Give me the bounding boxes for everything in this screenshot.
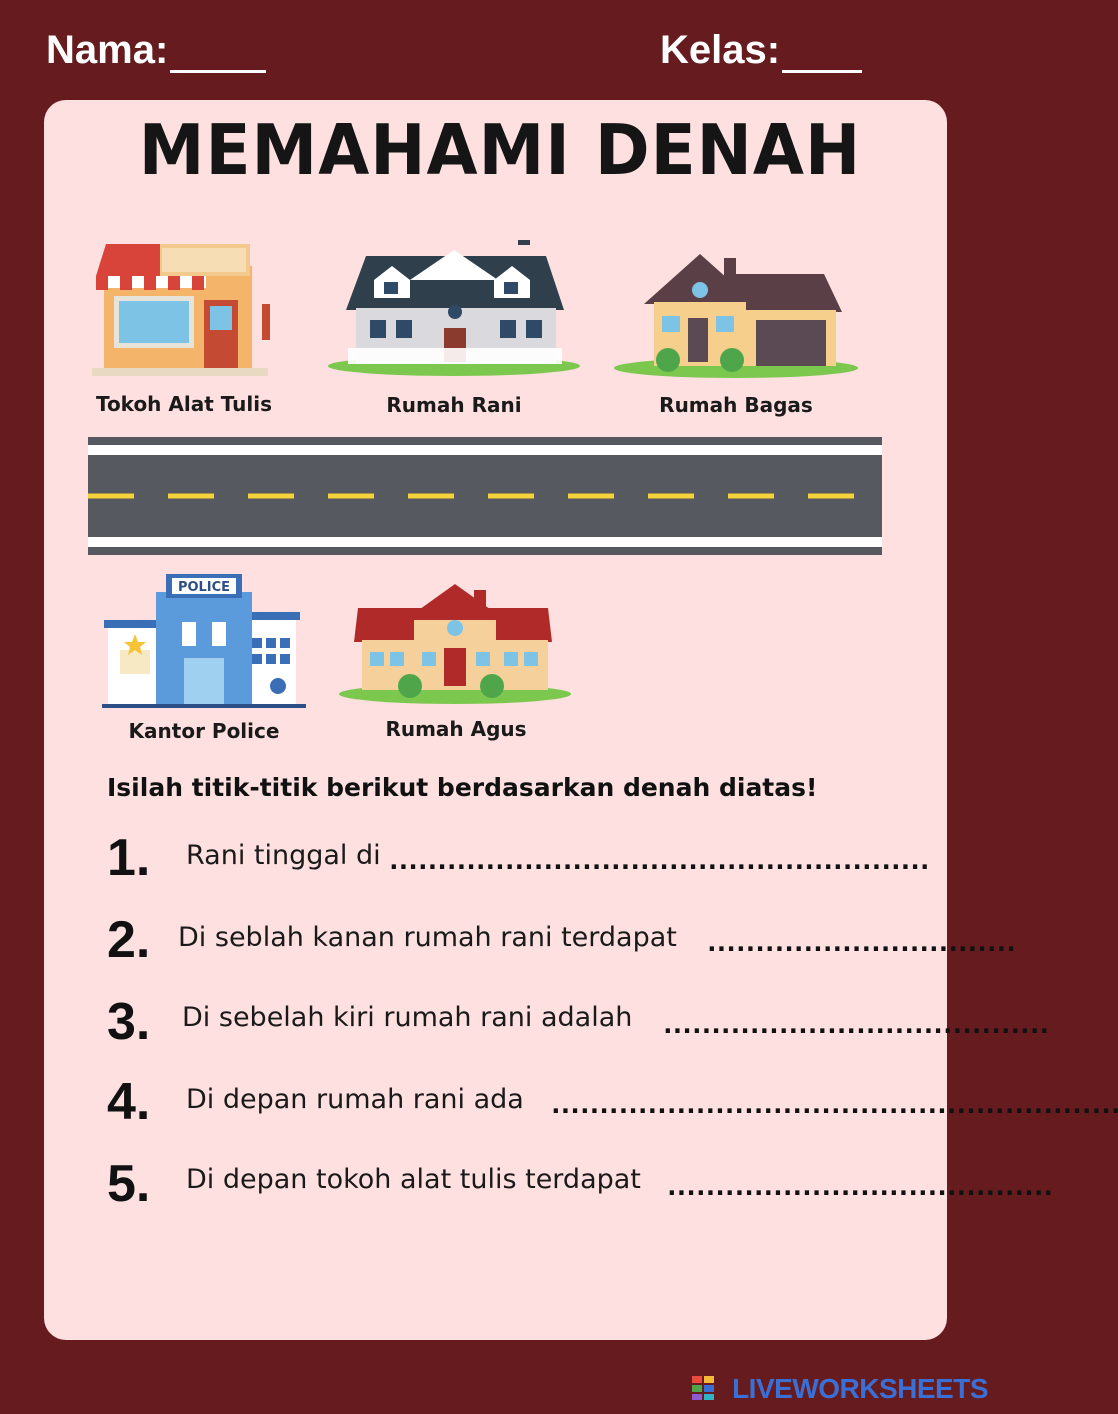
agus-house-label: Rumah Agus — [385, 717, 527, 741]
question-text: Di depan rumah rani ada — [186, 1084, 524, 1115]
answer-blank-2[interactable]: ................................ — [704, 928, 1013, 958]
liveworksheets-watermark: LIVEWORKSHEETS — [732, 1373, 988, 1404]
question-text: Di seblah kanan rumah rani terdapat — [178, 922, 677, 953]
class-blank[interactable] — [782, 38, 862, 73]
name-blank[interactable] — [170, 38, 266, 73]
class-label: Kelas: — [660, 28, 781, 72]
stationery-shop-label: Tokoh Alat Tulis — [95, 392, 273, 416]
rani-house-illustration — [326, 240, 582, 380]
police-office-label: Kantor Police — [128, 719, 280, 743]
bagas-house-label: Rumah Bagas — [659, 393, 813, 417]
answer-blank-5[interactable]: ........................................ — [664, 1172, 1051, 1202]
page-title: MEMAHAMI DENAH — [138, 110, 862, 191]
question-number: 5. — [107, 1155, 151, 1213]
question-text: Di sebelah kiri rumah rani adalah — [182, 1002, 633, 1033]
police-sign: POLICE — [177, 580, 231, 595]
answer-blank-3[interactable]: ........................................ — [660, 1010, 1047, 1040]
question-text: Di depan tokoh alat tulis terdapat — [186, 1164, 641, 1195]
question-number: 3. — [107, 993, 151, 1051]
liveworksheets-logo-icon — [692, 1376, 714, 1400]
agus-house-illustration — [338, 582, 572, 708]
name-label: Nama: — [46, 28, 169, 72]
answer-blank-1[interactable]: ........................................................ — [386, 846, 927, 876]
question-number: 2. — [107, 911, 151, 969]
question-text: Rani tinggal di — [186, 840, 381, 871]
police-office-illustration — [100, 572, 308, 708]
stationery-shop-illustration — [86, 240, 272, 380]
instruction-text: Isilah titik-titik berikut berdasarkan denah diatas! — [107, 773, 818, 802]
class-field — [660, 28, 862, 73]
name-field — [46, 28, 266, 73]
question-number: 4. — [107, 1073, 151, 1131]
road-illustration — [88, 437, 882, 555]
bagas-house-illustration — [614, 248, 858, 382]
answer-blank-4[interactable]: ........................................................... — [548, 1090, 1118, 1120]
question-number: 1. — [107, 829, 151, 887]
rani-house-label: Rumah Rani — [386, 393, 522, 417]
